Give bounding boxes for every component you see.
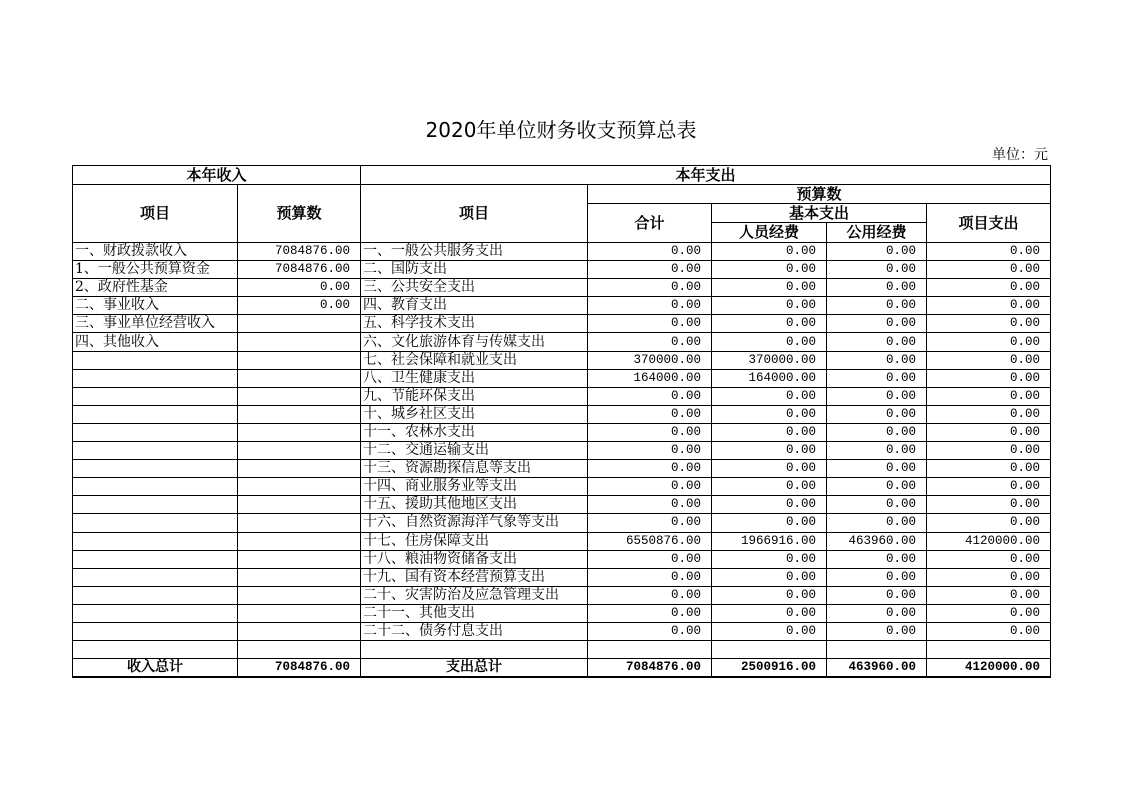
expense-total-cell: 6550876.00 — [588, 532, 712, 550]
expense-item-cell: 五、科学技术支出 — [361, 315, 588, 333]
expense-item-cell: 八、卫生健康支出 — [361, 369, 588, 387]
public-cost-cell: 0.00 — [827, 568, 927, 586]
income-item-cell — [73, 622, 238, 640]
income-item-cell — [73, 369, 238, 387]
expense-item-cell: 十六、自然资源海洋气象等支出 — [361, 514, 588, 532]
project-expense-cell: 0.00 — [927, 442, 1051, 460]
blank-row — [73, 641, 1051, 659]
income-item-cell — [73, 460, 238, 478]
expense-total-cell: 0.00 — [588, 514, 712, 532]
project-expense-cell: 0.00 — [927, 460, 1051, 478]
project-expense-cell: 0.00 — [927, 369, 1051, 387]
header-row-columns — [73, 185, 1051, 204]
income-budget-cell — [238, 333, 361, 351]
income-budget-cell: 7084876.00 — [238, 261, 361, 279]
public-cost-total: 463960.00 — [827, 659, 927, 678]
income-item-cell — [73, 568, 238, 586]
expense-item-cell: 十九、国有资本经营预算支出 — [361, 568, 588, 586]
budget-summary-table — [72, 165, 1051, 678]
income-budget-cell — [238, 568, 361, 586]
project-expense-cell: 0.00 — [927, 604, 1051, 622]
public-cost-cell: 0.00 — [827, 405, 927, 423]
empty-cell — [73, 641, 238, 659]
project-expense-cell: 0.00 — [927, 387, 1051, 405]
expense-total-label: 支出总计 — [361, 659, 588, 678]
table-row — [73, 243, 1051, 261]
income-item-header: 项目 — [73, 185, 238, 243]
table-body — [73, 243, 1051, 678]
public-cost-cell: 0.00 — [827, 550, 927, 568]
public-cost-cell: 0.00 — [827, 369, 927, 387]
income-item-cell — [73, 586, 238, 604]
income-budget-cell — [238, 351, 361, 369]
project-expense-cell: 0.00 — [927, 261, 1051, 279]
income-budget-cell — [238, 369, 361, 387]
income-budget-cell — [238, 586, 361, 604]
income-item-cell — [73, 387, 238, 405]
income-budget-cell — [238, 442, 361, 460]
personnel-cost-cell: 0.00 — [712, 568, 827, 586]
expense-item-cell: 六、文化旅游体育与传媒支出 — [361, 333, 588, 351]
expense-total-cell: 0.00 — [588, 586, 712, 604]
personnel-cost-cell: 0.00 — [712, 297, 827, 315]
project-expense-cell: 0.00 — [927, 333, 1051, 351]
income-budget-cell — [238, 622, 361, 640]
public-cost-cell: 0.00 — [827, 586, 927, 604]
empty-cell — [361, 641, 588, 659]
document-title: 2020年单位财务收支预算总表 — [425, 118, 697, 142]
project-expense-header: 项目支出 — [927, 204, 1051, 243]
expense-item-cell: 十五、援助其他地区支出 — [361, 496, 588, 514]
personnel-cost-header: 人员经费 — [712, 223, 827, 243]
table-row — [73, 261, 1051, 279]
table-row — [73, 532, 1051, 550]
table-row — [73, 496, 1051, 514]
income-item-cell — [73, 532, 238, 550]
income-budget-header: 预算数 — [238, 185, 361, 243]
basic-expense-header: 基本支出 — [712, 204, 927, 223]
unit-label: 单位：元 — [992, 147, 1048, 163]
public-cost-cell: 0.00 — [827, 423, 927, 441]
personnel-cost-cell: 0.00 — [712, 442, 827, 460]
expense-total-cell: 0.00 — [588, 297, 712, 315]
project-expense-cell: 0.00 — [927, 496, 1051, 514]
personnel-cost-cell: 1966916.00 — [712, 532, 827, 550]
income-item-cell: 1、一般公共预算资金 — [73, 261, 238, 279]
table-row — [73, 387, 1051, 405]
totals-row — [73, 659, 1051, 678]
empty-cell — [238, 641, 361, 659]
table-row — [73, 622, 1051, 640]
empty-cell — [927, 641, 1051, 659]
public-cost-cell: 0.00 — [827, 442, 927, 460]
income-item-cell — [73, 496, 238, 514]
project-expense-cell: 0.00 — [927, 514, 1051, 532]
project-expense-cell: 0.00 — [927, 568, 1051, 586]
expense-total-cell: 0.00 — [588, 315, 712, 333]
income-budget-cell — [238, 315, 361, 333]
expense-item-cell: 十一、农林水支出 — [361, 423, 588, 441]
expense-budget-header: 预算数 — [588, 185, 1051, 204]
expense-total-cell: 0.00 — [588, 279, 712, 297]
income-item-cell — [73, 351, 238, 369]
public-cost-cell: 463960.00 — [827, 532, 927, 550]
expense-item-cell: 七、社会保障和就业支出 — [361, 351, 588, 369]
project-expense-total: 4120000.00 — [927, 659, 1051, 678]
income-budget-cell — [238, 405, 361, 423]
expense-item-cell: 十、城乡社区支出 — [361, 405, 588, 423]
expense-item-cell: 十四、商业服务业等支出 — [361, 478, 588, 496]
personnel-cost-cell: 0.00 — [712, 550, 827, 568]
public-cost-cell: 0.00 — [827, 297, 927, 315]
project-expense-cell: 0.00 — [927, 279, 1051, 297]
table-row — [73, 369, 1051, 387]
project-expense-cell: 0.00 — [927, 297, 1051, 315]
expense-item-cell: 十八、粮油物资储备支出 — [361, 550, 588, 568]
table-row — [73, 478, 1051, 496]
project-expense-cell: 0.00 — [927, 405, 1051, 423]
expense-item-cell: 二十二、债务付息支出 — [361, 622, 588, 640]
expense-total-cell: 0.00 — [588, 261, 712, 279]
expense-total-cell: 0.00 — [588, 550, 712, 568]
income-budget-cell — [238, 550, 361, 568]
public-cost-cell: 0.00 — [827, 478, 927, 496]
expense-total-header: 合计 — [588, 204, 712, 243]
table-row — [73, 604, 1051, 622]
income-item-cell — [73, 405, 238, 423]
income-total-value: 7084876.00 — [238, 659, 361, 678]
expense-item-cell: 十二、交通运输支出 — [361, 442, 588, 460]
income-item-cell: 2、政府性基金 — [73, 279, 238, 297]
project-expense-cell: 0.00 — [927, 586, 1051, 604]
project-expense-cell: 0.00 — [927, 622, 1051, 640]
public-cost-cell: 0.00 — [827, 351, 927, 369]
table-row — [73, 279, 1051, 297]
income-budget-cell — [238, 387, 361, 405]
income-item-cell — [73, 423, 238, 441]
income-budget-cell — [238, 532, 361, 550]
public-cost-cell: 0.00 — [827, 604, 927, 622]
expense-total-value: 7084876.00 — [588, 659, 712, 678]
expense-total-cell: 0.00 — [588, 460, 712, 478]
public-cost-cell: 0.00 — [827, 261, 927, 279]
personnel-cost-cell: 0.00 — [712, 604, 827, 622]
income-item-cell: 四、其他收入 — [73, 333, 238, 351]
expense-total-cell: 0.00 — [588, 622, 712, 640]
public-cost-cell: 0.00 — [827, 243, 927, 261]
personnel-cost-cell: 0.00 — [712, 622, 827, 640]
project-expense-cell: 0.00 — [927, 423, 1051, 441]
income-budget-cell — [238, 496, 361, 514]
expense-item-cell: 二、国防支出 — [361, 261, 588, 279]
personnel-cost-total: 2500916.00 — [712, 659, 827, 678]
personnel-cost-cell: 0.00 — [712, 514, 827, 532]
expense-item-cell: 四、教育支出 — [361, 297, 588, 315]
expense-total-cell: 370000.00 — [588, 351, 712, 369]
public-cost-cell: 0.00 — [827, 333, 927, 351]
expense-item-cell: 十七、住房保障支出 — [361, 532, 588, 550]
expense-total-cell: 0.00 — [588, 604, 712, 622]
personnel-cost-cell: 370000.00 — [712, 351, 827, 369]
table-header — [73, 166, 1051, 243]
personnel-cost-cell: 0.00 — [712, 460, 827, 478]
income-item-cell — [73, 604, 238, 622]
personnel-cost-cell: 0.00 — [712, 423, 827, 441]
income-budget-cell — [238, 514, 361, 532]
personnel-cost-cell: 0.00 — [712, 243, 827, 261]
public-cost-cell: 0.00 — [827, 279, 927, 297]
expense-item-cell: 二十一、其他支出 — [361, 604, 588, 622]
income-item-cell — [73, 514, 238, 532]
public-cost-cell: 0.00 — [827, 514, 927, 532]
expense-total-cell: 0.00 — [588, 568, 712, 586]
table-row — [73, 315, 1051, 333]
expense-total-cell: 0.00 — [588, 478, 712, 496]
project-expense-cell: 0.00 — [927, 315, 1051, 333]
table-row — [73, 351, 1051, 369]
income-budget-cell — [238, 478, 361, 496]
project-expense-cell: 0.00 — [927, 550, 1051, 568]
expense-group-header: 本年支出 — [361, 166, 1051, 185]
expense-total-cell: 0.00 — [588, 496, 712, 514]
expense-total-cell: 0.00 — [588, 423, 712, 441]
expense-item-cell: 二十、灾害防治及应急管理支出 — [361, 586, 588, 604]
table-row — [73, 568, 1051, 586]
personnel-cost-cell: 0.00 — [712, 478, 827, 496]
expense-total-cell: 0.00 — [588, 405, 712, 423]
expense-item-cell: 一、一般公共服务支出 — [361, 243, 588, 261]
personnel-cost-cell: 0.00 — [712, 405, 827, 423]
empty-cell — [712, 641, 827, 659]
expense-total-cell: 0.00 — [588, 333, 712, 351]
income-budget-cell: 0.00 — [238, 279, 361, 297]
table-row — [73, 442, 1051, 460]
personnel-cost-cell: 0.00 — [712, 387, 827, 405]
income-budget-cell: 7084876.00 — [238, 243, 361, 261]
project-expense-cell: 0.00 — [927, 243, 1051, 261]
table-row — [73, 333, 1051, 351]
empty-cell — [588, 641, 712, 659]
public-cost-cell: 0.00 — [827, 496, 927, 514]
personnel-cost-cell: 0.00 — [712, 315, 827, 333]
income-budget-cell — [238, 460, 361, 478]
expense-total-cell: 0.00 — [588, 387, 712, 405]
income-budget-cell: 0.00 — [238, 297, 361, 315]
expense-total-cell: 0.00 — [588, 442, 712, 460]
expense-total-cell: 0.00 — [588, 243, 712, 261]
table-row — [73, 460, 1051, 478]
personnel-cost-cell: 0.00 — [712, 496, 827, 514]
personnel-cost-cell: 0.00 — [712, 586, 827, 604]
personnel-cost-cell: 164000.00 — [712, 369, 827, 387]
income-item-cell: 二、事业收入 — [73, 297, 238, 315]
project-expense-cell: 0.00 — [927, 351, 1051, 369]
public-cost-cell: 0.00 — [827, 315, 927, 333]
income-total-label: 收入总计 — [73, 659, 238, 678]
public-cost-cell: 0.00 — [827, 622, 927, 640]
expense-total-cell: 164000.00 — [588, 369, 712, 387]
income-item-cell: 一、财政拨款收入 — [73, 243, 238, 261]
table-row — [73, 423, 1051, 441]
public-cost-cell: 0.00 — [827, 387, 927, 405]
project-expense-cell: 0.00 — [927, 478, 1051, 496]
income-item-cell — [73, 478, 238, 496]
personnel-cost-cell: 0.00 — [712, 261, 827, 279]
table-row — [73, 586, 1051, 604]
personnel-cost-cell: 0.00 — [712, 333, 827, 351]
income-item-cell — [73, 442, 238, 460]
expense-item-cell: 三、公共安全支出 — [361, 279, 588, 297]
income-budget-cell — [238, 423, 361, 441]
header-row-groups — [73, 166, 1051, 185]
table-row — [73, 550, 1051, 568]
expense-item-cell: 十三、资源勘探信息等支出 — [361, 460, 588, 478]
expense-item-header: 项目 — [361, 185, 588, 243]
empty-cell — [827, 641, 927, 659]
income-item-cell: 三、事业单位经营收入 — [73, 315, 238, 333]
income-item-cell — [73, 550, 238, 568]
project-expense-cell: 4120000.00 — [927, 532, 1051, 550]
income-group-header: 本年收入 — [73, 166, 361, 185]
expense-item-cell: 九、节能环保支出 — [361, 387, 588, 405]
public-cost-cell: 0.00 — [827, 460, 927, 478]
personnel-cost-cell: 0.00 — [712, 279, 827, 297]
table-row — [73, 297, 1051, 315]
table-row — [73, 405, 1051, 423]
table-row — [73, 514, 1051, 532]
public-cost-header: 公用经费 — [827, 223, 927, 243]
income-budget-cell — [238, 604, 361, 622]
